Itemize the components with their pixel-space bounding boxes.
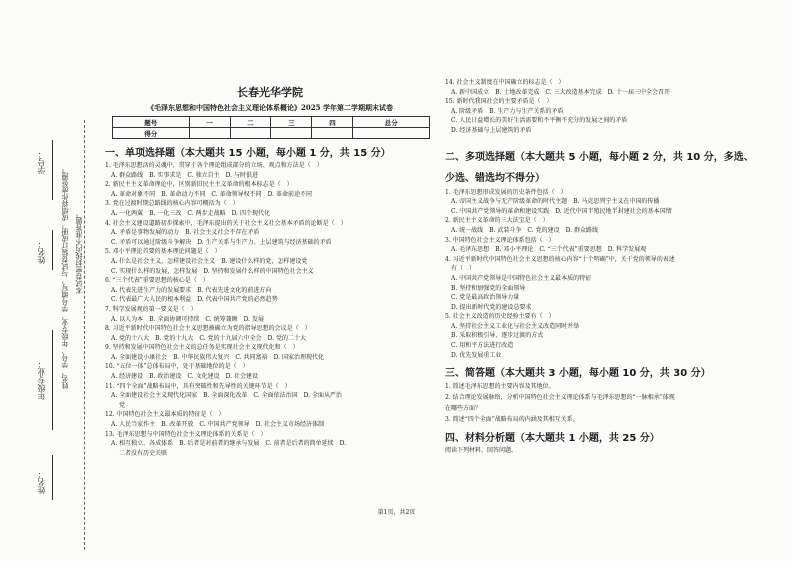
question-stem: 1. 毛泽东思想形成发展的历史条件包括（ ） xyxy=(445,188,567,196)
section4-title: 四、材料分析题（本大题共 1 小题，共 25 分） xyxy=(445,433,660,445)
question-options: 有（ ） xyxy=(451,265,476,273)
short-answer-question: 在哪些方面？ xyxy=(445,405,482,413)
question-stem: 5. 邓小平理论首要的基本理论问题是（ ） xyxy=(105,248,221,256)
short-answer-question: 2. 结合理论发展脉络，分析中国特色社会主义理论体系与毛泽东思想的“一脉相承”体现 xyxy=(445,394,675,402)
section2-title: 二、多项选择题（本大题共 5 小题，每小题 2 分，共 10 分，多选、 xyxy=(445,151,754,163)
question-stem: 13. 毛泽东思想与中国特色社会主义理论体系的关系是（ ） xyxy=(105,430,267,438)
score-table-header-row xyxy=(113,117,430,128)
question-stem: 12. 中国特色社会主义最本质的特征是（ ） xyxy=(105,411,225,419)
section2-title-line2: 少选、错选均不得分） xyxy=(445,172,545,184)
question-options: 二者没有历史关联 xyxy=(119,449,168,457)
question-options: A. 全面建设社会主义现代化国家 B. 全面深化改革 C. 全面依法治国 D. 全面从严治 xyxy=(111,392,342,400)
question-stem: 8. 习近平新时代中国特色社会主义思想被确立为党的指导思想的会议是（ ） xyxy=(105,325,311,333)
margin-rule-2: 本试卷密封线内不准答题。 xyxy=(75,210,83,294)
question-stem: 7. 科学发展观的第一要义是（ ） xyxy=(105,305,197,313)
name-line-bottom xyxy=(52,455,53,500)
score-cell: 一 xyxy=(189,117,230,128)
question-options: D. 提出新时代党的建设总要求 xyxy=(451,303,532,311)
question-options: C. 中国共产党领导的革命和建设实践 D. 近代中国半殖民地半封建社会的基本国情 xyxy=(451,207,672,215)
question-options: B. 采取积极引导、逐步过渡的方式 xyxy=(451,332,544,340)
name-label-bottom: 姓名： xyxy=(37,470,46,494)
score-cell: 四 xyxy=(312,117,353,128)
score-cell xyxy=(353,128,430,139)
section3-questions xyxy=(445,381,775,425)
score-cell: 二 xyxy=(230,117,271,128)
question-stem: 6. “三个代表”重要思想的核心是（ ） xyxy=(105,277,209,285)
question-options: A. 坚持社会主义工业化与社会主义改造同时并举 xyxy=(451,322,580,330)
question-options: A. 代表先进生产力的发展要求 B. 代表先进文化的前进方向 xyxy=(111,286,272,294)
student-id-label: 学号： xyxy=(37,150,46,174)
question-stem: 3. 党在过渡时期总路线的核心内容可概括为（ ） xyxy=(105,200,239,208)
score-cell xyxy=(271,128,312,139)
binding-margin xyxy=(0,0,100,561)
question-options: C. 代表最广大人民的根本利益 D. 代表中国共产党的必然趋势 xyxy=(111,296,278,304)
question-stem: 2. 新民主主义革命理论中，区别新旧民主主义革命的根本标志是（ ） xyxy=(105,181,293,189)
question-stem: 2. 新民主主义革命的三大法宝是（ ） xyxy=(445,217,549,225)
question-stem: 10. “五位一体”总体布局中，处于基础地位的是（ ） xyxy=(105,363,249,371)
question-options: A. 什么是社会主义，怎样建设社会主义 B. 建设什么样的党，怎样建设党 xyxy=(111,257,308,265)
question-options: A. 毛泽东思想 B. 邓小平理论 C. “三个代表”重要思想 D. 科学发展观 xyxy=(451,246,647,254)
score-cell: 得分 xyxy=(113,128,190,139)
question-options: A. 相互独立，各成体系 B. 后者是对前者的继承与发展 C. 前者是后者的简单延续 D. xyxy=(111,440,347,448)
question-options: A. 阶级矛盾 B. 生产力与生产关系的矛盾 xyxy=(451,107,564,115)
question-stem: 3. 中国特色社会主义理论体系包括（ ） xyxy=(445,236,555,244)
score-cell xyxy=(230,128,271,139)
question-options: C. 人民日益增长的美好生活需要和不平衡不充分的发展之间的矛盾 xyxy=(451,117,628,125)
question-options: B. 坚持和加强党的全面领导 xyxy=(451,284,526,292)
question-options: A. 人民当家作主 B. 改革开放 C. 中国共产党领导 D. 社会主义市场经济体制 xyxy=(111,421,324,429)
question-options: A. 帝国主义战争与无产阶级革命的时代主题 B. 马克思列宁主义在中国的传播 xyxy=(451,198,660,206)
score-cell: 总分 xyxy=(353,117,430,128)
question-options: A. 一化两翼 B. 一化三改 C. 两步走战略 D. 四个现代化 xyxy=(111,209,270,217)
section1-questions xyxy=(105,161,435,458)
right-column xyxy=(445,78,775,456)
question-stem: 4. 社会主义建设道路初步探索中，毛泽东提出的关于社会主义社会基本矛盾的论断是（ ） xyxy=(105,219,347,227)
question-stem: 4. 习近平新时代中国特色社会主义思想的核心内容“十个明确”中，关于党的领导的表述 xyxy=(445,255,675,263)
question-options: C. 实现什么样的发展，怎样发展 D. 坚持和发展什么样的中国特色社会主义 xyxy=(111,267,314,275)
question-options: A. 全面建设小康社会 B. 中华民族伟大复兴 C. 共同富裕 D. 国家治理现代化 xyxy=(111,353,324,361)
student-id-line xyxy=(52,140,53,200)
question-options: A. 以人为本 B. 全面协调可持续 C. 统筹兼顾 D. 发展 xyxy=(111,315,264,323)
school-name: 长春光华学院 xyxy=(237,86,303,99)
question-options: D. 经济基础与上层建筑的矛盾 xyxy=(451,126,532,134)
major-label: 年级专业： xyxy=(37,360,46,400)
question-options: C. 矛盾可以通过阶级斗争解决 D. 生产关系与生产力、上层建筑与经济基础的矛盾 xyxy=(111,238,332,246)
section1-title: 一、单项选择题（本大题共 15 小题，每小题 1 分，共 15 分） xyxy=(105,148,391,159)
question-options: C. 党是最高政治领导力量 xyxy=(451,294,520,302)
question-options: A. 中国共产党领导是中国特色社会主义最本质的特征 xyxy=(451,274,592,282)
question-options: A. 新中国成立 B. 土地改革完成 C. 三大改造基本完成 D. 十一届三中全会召开 xyxy=(451,88,670,96)
question-options: A. 革命对象不同 B. 革命动力不同 C. 革命领导权不同 D. 革命前途不同 xyxy=(111,190,312,198)
short-answer-question: 3. 简述“四个全面”战略布局的内涵及其相互关系。 xyxy=(445,416,579,424)
question-stem: 5. 社会主义改造的历史经验主要有（ ） xyxy=(445,313,555,321)
question-stem: 11. “四个全面”战略布局中，具有突破性和先导性的关键环节是（ ） xyxy=(105,382,291,390)
question-options: A. 党的十八大 B. 党的十九大 C. 党的十九届六中全会 D. 党的二十大 xyxy=(111,334,306,342)
name-label-top: 姓名： xyxy=(37,240,46,264)
question-stem: 15. 新时代我国社会的主要矛盾是（ ） xyxy=(445,98,553,106)
name-line-top xyxy=(52,230,53,270)
question-options: A. 矛盾是事物发展的动力 B. 社会主义社会不存在矛盾 xyxy=(111,229,260,237)
left-column xyxy=(105,146,435,458)
score-cell xyxy=(189,128,230,139)
score-table-score-row xyxy=(113,128,430,139)
margin-rule-1: 姓名、学号、年级专业、学号填写，与试卷装订成册，成绩将作废处理。 xyxy=(61,165,69,389)
page-footer: 第1页，共2页 xyxy=(377,509,416,516)
question-stem: 1. 毛泽东思想活的灵魂中，贯穿于各个理论组成部分的立场、观点和方法是（ ） xyxy=(105,162,323,169)
question-options: D. 优先发展重工业 xyxy=(451,351,502,359)
section2-questions xyxy=(445,188,775,361)
short-answer-question: 1. 简述毛泽东思想的主要内容及其地位。 xyxy=(445,383,555,391)
question-options: C. 用和平方法进行改造 xyxy=(451,342,514,350)
section1-continued xyxy=(445,78,775,136)
score-table xyxy=(112,116,430,139)
question-stem: 9. 坚持和发展中国特色社会主义的总任务是实现社会主义现代化和（ ） xyxy=(105,344,299,352)
question-stem: 14. 社会主义制度在中国确立的标志是（ ） xyxy=(445,79,565,86)
exam-title: 《毛泽东思想和中国特色社会主义理论体系概论》2025 学年第二学期期末试卷 xyxy=(147,103,393,112)
score-cell: 题号 xyxy=(113,117,190,128)
question-options: A. 统一战线 B. 武装斗争 C. 党的建设 D. 群众路线 xyxy=(451,226,598,234)
question-options: 党 xyxy=(119,401,126,409)
score-cell: 三 xyxy=(271,117,312,128)
major-line xyxy=(52,330,53,430)
question-options: A. 群众路线 B. 实事求是 C. 独立自主 D. 与时俱进 xyxy=(111,171,258,179)
section4-text: 阅读下列材料，回答问题。 xyxy=(445,447,518,455)
seal-dashed-line xyxy=(84,120,85,550)
question-options: A. 经济建设 B. 政治建设 C. 文化建设 D. 社会建设 xyxy=(111,373,258,381)
section3-title: 三、简答题（本大题共 3 小题，每小题 10 分，共 30 分） xyxy=(445,368,711,380)
score-cell xyxy=(312,128,353,139)
